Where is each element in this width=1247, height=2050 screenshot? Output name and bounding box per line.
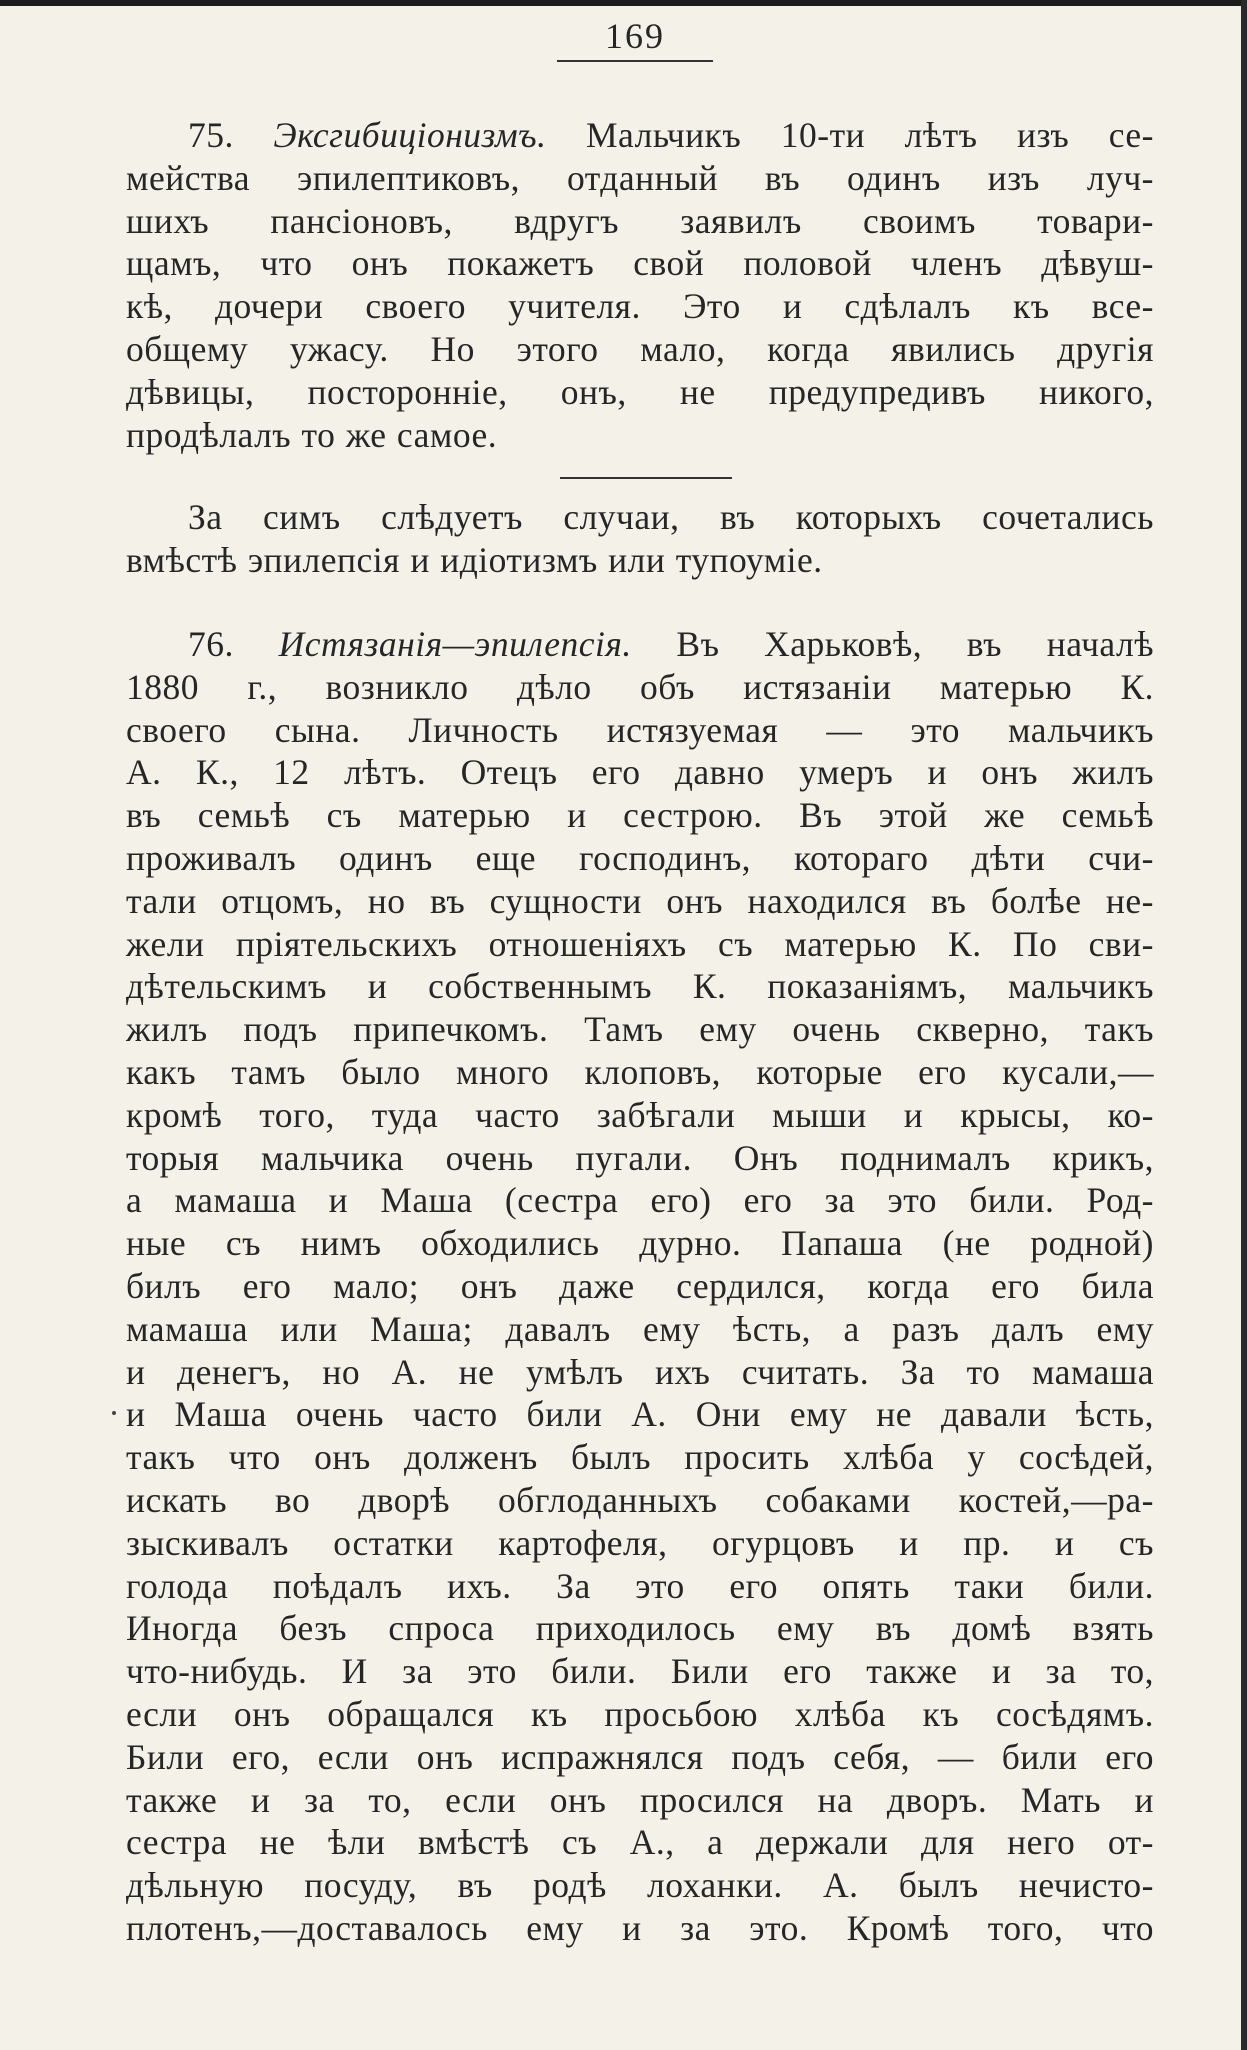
article-76-line: тали отцомъ, но въ сущности онъ находился въ болѣе не- bbox=[126, 880, 1154, 921]
article-76-line: сестра не ѣли вмѣстѣ съ А., а держали для него от- bbox=[126, 1822, 1154, 1863]
article-75-line: кѣ, дочери своего учителя. Это и сдѣлалъ къ все- bbox=[126, 286, 1154, 327]
article-75-line: общему ужасу. Но этого мало, когда явились другія bbox=[126, 328, 1154, 369]
article-76-line: жели пріятельскихъ отношеніяхъ съ матерью К. По сви- bbox=[126, 923, 1154, 964]
article-75-first-line bbox=[126, 114, 1154, 157]
article-76-line: ные съ нимъ обходились дурно. Папаша (не родной) bbox=[126, 1223, 1154, 1264]
article-76-line: жилъ подъ припечкомъ. Тамъ ему очень скверно, такъ bbox=[126, 1009, 1154, 1050]
page-number-rule bbox=[557, 60, 713, 62]
article-76-line: дѣльную посуду, въ родѣ лоханки. А. былъ нечисто- bbox=[126, 1865, 1154, 1906]
article-76-line: мамаша или Маша; давалъ ему ѣсть, а разъ далъ ему bbox=[126, 1308, 1154, 1349]
article-76-line: и денегъ, но А. не умѣлъ ихъ считать. За то мамаша bbox=[126, 1351, 1154, 1392]
article-76-line: 1880 г., возникло дѣло объ истязаніи матерью К. bbox=[126, 666, 1154, 707]
page-number: 169 bbox=[605, 16, 665, 56]
article-76-line: а мамаша и Маша (сестра его) его за это били. Род- bbox=[126, 1180, 1154, 1221]
section-divider bbox=[560, 477, 732, 479]
article-76-line: своего сына. Личность истязуемая — это мальчикъ bbox=[126, 709, 1154, 750]
print-speck bbox=[112, 1411, 116, 1415]
article-76-line: также и за то, если онъ просился на дворъ. Мать и bbox=[126, 1779, 1154, 1820]
article-76-line: Иногда безъ спроса приходилось ему въ домѣ взять bbox=[126, 1608, 1154, 1649]
article-75-line: Мальчикъ 10-ти лѣтъ изъ се- bbox=[585, 115, 1154, 155]
article-76-line: торыя мальчика очень пугали. Онъ поднималъ крикъ, bbox=[126, 1137, 1154, 1178]
article-75-line: дѣвицы, посторонніе, онъ, не предупредивъ никого, bbox=[126, 371, 1154, 412]
article-76-line: зыскивалъ остатки картофеля, огурцовъ и пр. и съ bbox=[126, 1522, 1154, 1563]
article-76-line: проживалъ одинъ еще господинъ, котораго дѣти счи- bbox=[126, 837, 1154, 878]
article-75-line: щамъ, что онъ покажетъ свой половой членъ дѣвуш- bbox=[126, 243, 1154, 284]
article-76-line: Въ Харьковѣ, въ началѣ bbox=[676, 624, 1154, 664]
article-76-line: голода поѣдалъ ихъ. За это его опять таки били. bbox=[126, 1565, 1154, 1606]
article-76-line: А. К., 12 лѣтъ. Отецъ его давно умеръ и онъ жилъ bbox=[126, 752, 1154, 793]
article-76-line: дѣтельскимъ и собственнымъ К. показаніямъ, мальчикъ bbox=[126, 966, 1154, 1007]
article-75-line: шихъ пансіоновъ, вдругъ заявилъ своимъ товари- bbox=[126, 200, 1154, 241]
intro-line: вмѣстѣ эпилепсія и идіотизмъ или тупоуміе. bbox=[126, 539, 823, 580]
article-75-line: мейства эпилептиковъ, отданный въ одинъ изъ луч- bbox=[126, 157, 1154, 198]
article-76-line: такъ что онъ долженъ былъ просить хлѣба у сосѣдей, bbox=[126, 1437, 1154, 1478]
article-76-line: кромѣ того, туда часто забѣгали мыши и крысы, ко- bbox=[126, 1094, 1154, 1135]
article-76 bbox=[126, 623, 1154, 1950]
article-76-first-line bbox=[126, 623, 1154, 666]
intro-paragraph bbox=[126, 496, 1154, 582]
article-76-line: въ семьѣ съ матерью и сестрою. Въ этой же семьѣ bbox=[126, 795, 1154, 836]
article-75 bbox=[126, 114, 1154, 456]
article-76-line: если онъ обращался къ просьбою хлѣба къ сосѣдямъ. bbox=[126, 1693, 1154, 1734]
article-75-title: Эксгибиціонизмъ. bbox=[273, 115, 547, 155]
article-75-number: 75. bbox=[188, 115, 234, 155]
article-76-title: Истязанія—эпилепсія. bbox=[278, 624, 632, 664]
article-76-line: плотенъ,—доставалось ему и за это. Кромѣ того, что bbox=[126, 1907, 1154, 1948]
article-76-line: искать во дворѣ обглоданныхъ собаками костей,—ра- bbox=[126, 1479, 1154, 1520]
article-75-line: продѣлалъ то же самое. bbox=[126, 414, 498, 455]
article-76-number: 76. bbox=[188, 624, 234, 664]
article-76-line: что-нибудь. И за это били. Били его также и за то, bbox=[126, 1651, 1154, 1692]
article-76-line: Били его, если онъ испражнялся подъ себя, — били его bbox=[126, 1736, 1154, 1777]
article-76-line: какъ тамъ было много клоповъ, которые его кусали,— bbox=[126, 1051, 1154, 1092]
intro-line: За симъ слѣдуетъ случаи, въ которыхъ сочетались bbox=[188, 497, 1154, 537]
article-76-line: билъ его мало; онъ даже сердился, когда его била bbox=[126, 1265, 1154, 1306]
article-76-line: и Маша очень часто били А. Они ему не давали ѣсть, bbox=[126, 1394, 1154, 1435]
